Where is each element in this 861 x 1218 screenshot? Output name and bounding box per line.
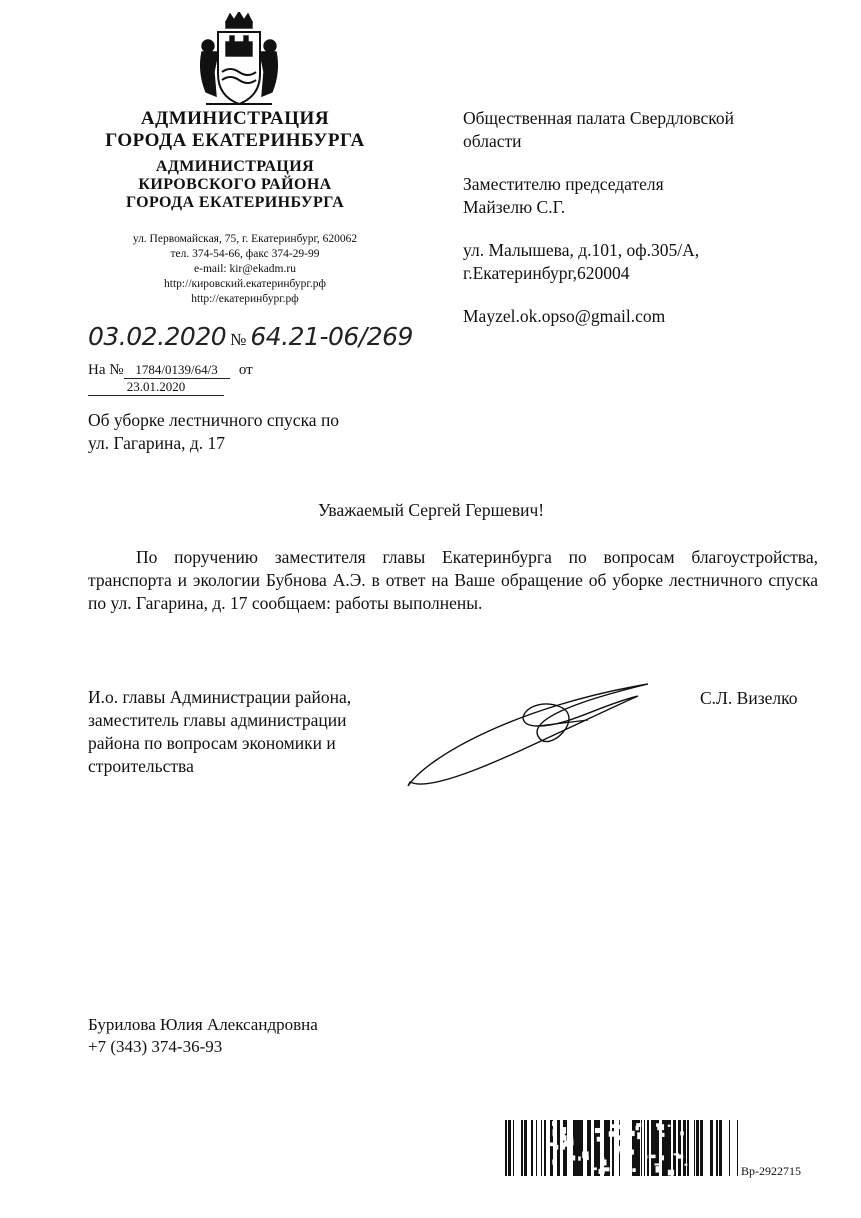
executor-block — [88, 1014, 318, 1058]
letter-subject — [88, 409, 408, 455]
subject-line1: Об уборке лестничного спуска по — [88, 410, 340, 430]
handwritten-signature-icon — [398, 676, 658, 796]
recipient-address2: г.Екатеринбург,620004 — [463, 263, 630, 283]
signatory-line4: строительства — [88, 756, 194, 776]
dept-name-line2: КИРОВСКОГО РАЙОНА — [138, 176, 332, 193]
recipient-org-line1: Общественная палата Свердловской — [463, 108, 734, 128]
letterhead-org — [60, 108, 410, 212]
executor-phone: +7 (343) 374-36-93 — [88, 1037, 223, 1056]
document-code: Вр-2922715 — [741, 1164, 801, 1178]
org-email: e-mail: kir@ekadm.ru — [194, 263, 296, 275]
recipient-org-line2: области — [463, 131, 522, 151]
recipient-block — [463, 107, 823, 328]
subject-line2: ул. Гагарина, д. 17 — [88, 433, 226, 453]
org-site1: http://кировский.екатеринбург.рф — [164, 278, 326, 290]
signatory-line1: И.о. главы Администрации района, — [88, 687, 352, 707]
org-site2: http://екатеринбург.рф — [191, 293, 299, 305]
org-address: ул. Первомайская, 75, г. Екатеринбург, 620062 — [132, 233, 358, 245]
signatory-position — [88, 686, 418, 778]
reference-row — [88, 362, 388, 396]
outgoing-number: 64.21-06/269 — [250, 322, 413, 351]
executor-name: Бурилова Юлия Александровна — [88, 1015, 318, 1034]
org-name-line2: ГОРОДА ЕКАТЕРИНБУРГА — [105, 130, 365, 151]
coat-of-arms-icon — [196, 12, 282, 110]
outgoing-reg — [88, 322, 428, 351]
dept-name-line1: АДМИНИСТРАЦИЯ — [155, 158, 315, 175]
greeting: Уважаемый Сергей Гершевич! — [318, 500, 545, 520]
reference-number: 1784/0139/64/3 — [124, 362, 230, 379]
recipient-position: Заместителю председателя — [463, 174, 664, 194]
letterhead-contacts — [60, 232, 430, 307]
recipient-address1: ул. Малышева, д.101, оф.305/А, — [463, 240, 700, 260]
outgoing-date: 03.02.2020 — [88, 322, 227, 351]
signatory-line2: заместитель главы администрации — [88, 710, 347, 730]
reference-date: 23.01.2020 — [88, 379, 224, 396]
signatory-line3: района по вопросам экономики и — [88, 733, 336, 753]
reference-from-label: от — [238, 362, 253, 378]
recipient-email: Mayzel.ok.opso@gmail.com — [463, 306, 666, 326]
outgoing-no-label: № — [230, 330, 247, 349]
reference-prefix: На № — [88, 362, 124, 378]
signatory-name: С.Л. Визелко — [700, 688, 798, 708]
org-phone: тел. 374-54-66, факс 374-29-99 — [170, 248, 320, 260]
recipient-name: Майзелю С.Г. — [463, 197, 566, 217]
letter-body: По поручению заместителя главы Екатеринбурга по вопросам благоустройства, транспорта и экологии Бубнова А.Э. в ответ на Ваше обращение об уборке лестничного спуска по ул. Гагарина, д. 17 сообщаем: работы выполнены. — [88, 547, 818, 613]
dept-name-line3: ГОРОДА ЕКАТЕРИНБУРГА — [125, 194, 345, 211]
org-name-line1: АДМИНИСТРАЦИЯ — [140, 108, 330, 129]
barcode-icon — [505, 1120, 738, 1176]
